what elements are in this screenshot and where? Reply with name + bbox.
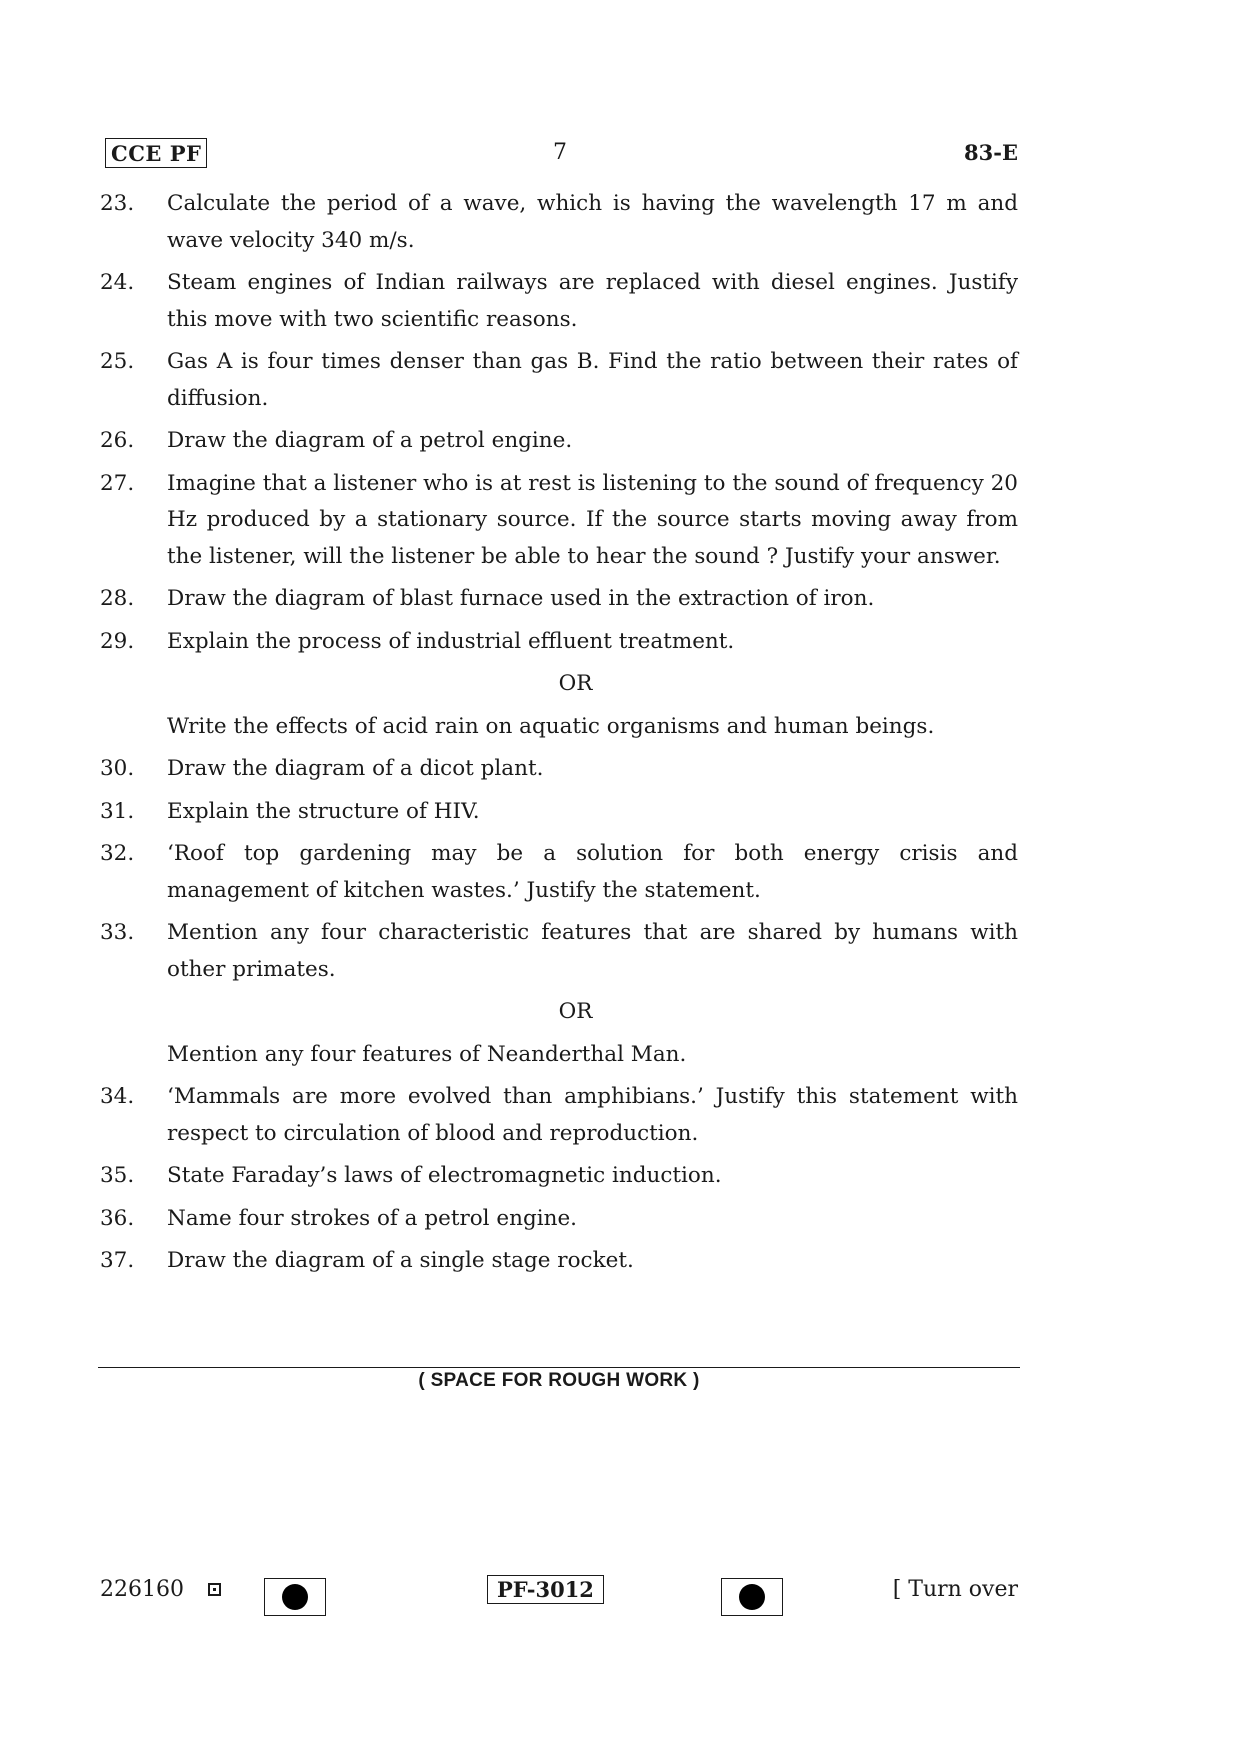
question-27 — [100, 466, 1018, 576]
question-number: 35. — [100, 1163, 135, 1188]
question-number: 36. — [100, 1205, 135, 1231]
rough-work-label: ( SPACE FOR ROUGH WORK ) — [418, 1370, 700, 1391]
question-24 — [100, 265, 1018, 338]
question-29 — [100, 624, 1018, 661]
question-text: Name four strokes of a petrol engine. — [167, 1205, 578, 1231]
alternative-question-33: Mention any four features of Neanderthal Man. — [167, 1041, 687, 1067]
question-number: 37. — [100, 1248, 135, 1273]
exam-code-box: CCE PF — [105, 138, 207, 168]
question-25 — [100, 344, 1018, 417]
question-number: 23. — [100, 191, 135, 216]
question-number: 29. — [100, 628, 135, 654]
question-text: Draw the diagram of a single stage rocket. — [167, 1248, 634, 1273]
question-33 — [100, 915, 1018, 988]
paper-code: 83-E — [964, 140, 1018, 165]
question-text: Imagine that a listener who is at rest is listening to the sound of frequency 20 Hz produced by a stationary source. If the source starts moving away from the listener, will the listener be able to hear the sound ? Justify your answer. — [167, 470, 1018, 569]
or-divider: OR — [558, 671, 593, 696]
rough-work-divider — [98, 1367, 1020, 1368]
question-text: Draw the diagram of blast furnace used in the extraction of iron. — [167, 586, 875, 611]
question-23 — [100, 186, 1018, 259]
question-number: 27. — [100, 470, 135, 496]
question-34 — [100, 1079, 1018, 1152]
question-text: Steam engines of Indian railways are replaced with diesel engines. Justify this move with two scientific reasons. — [167, 270, 1018, 332]
question-text: Gas A is four times denser than gas B. Find the ratio between their rates of diffusion. — [167, 349, 1018, 411]
question-text: Draw the diagram of a dicot plant. — [167, 756, 544, 781]
registration-mark-left — [264, 1578, 326, 1616]
question-36 — [100, 1201, 1018, 1238]
question-text: Explain the structure of HIV. — [167, 798, 480, 824]
page-number: 7 — [553, 140, 567, 165]
question-text: Calculate the period of a wave, which is having the wavelength 17 m and wave velocity 340 m/s. — [167, 191, 1018, 253]
question-number: 28. — [100, 586, 135, 611]
filled-circle-icon — [739, 1584, 765, 1610]
question-30 — [100, 751, 1018, 788]
question-number: 30. — [100, 756, 135, 781]
turn-over-note: [ Turn over — [892, 1577, 1018, 1602]
alternative-question-29: Write the effects of acid rain on aquatic organisms and human beings. — [167, 713, 935, 739]
small-square-mark-icon — [208, 1583, 221, 1596]
question-list — [100, 186, 1018, 1286]
question-35 — [100, 1158, 1018, 1195]
question-number: 24. — [100, 270, 135, 295]
registration-mark-right — [721, 1578, 783, 1616]
question-31 — [100, 794, 1018, 831]
question-32 — [100, 836, 1018, 909]
question-number: 26. — [100, 428, 135, 453]
page-header — [105, 138, 1018, 174]
question-number: 32. — [100, 841, 135, 866]
question-37 — [100, 1243, 1018, 1280]
page-footer — [100, 1577, 1018, 1627]
question-text: ‘Mammals are more evolved than amphibians.’ Justify this statement with respect to circulation of blood and reproduction. — [167, 1084, 1018, 1146]
question-text: ‘Roof top gardening may be a solution for both energy crisis and management of kitchen wastes.’ Justify the statement. — [167, 841, 1018, 903]
question-text: State Faraday’s laws of electromagnetic induction. — [167, 1163, 722, 1188]
serial-number: 226160 — [100, 1577, 184, 1602]
or-divider: OR — [558, 999, 593, 1024]
question-text: Explain the process of industrial effluent treatment. — [167, 628, 735, 654]
form-code-box: PF-3012 — [487, 1575, 604, 1604]
question-text: Mention any four characteristic features that are shared by humans with other primates. — [167, 920, 1018, 982]
question-number: 33. — [100, 920, 135, 945]
question-28 — [100, 581, 1018, 618]
question-text: Draw the diagram of a petrol engine. — [167, 428, 573, 453]
question-number: 31. — [100, 798, 135, 824]
question-number: 34. — [100, 1084, 135, 1109]
filled-circle-icon — [282, 1584, 308, 1610]
question-number: 25. — [100, 349, 135, 374]
question-26 — [100, 423, 1018, 460]
